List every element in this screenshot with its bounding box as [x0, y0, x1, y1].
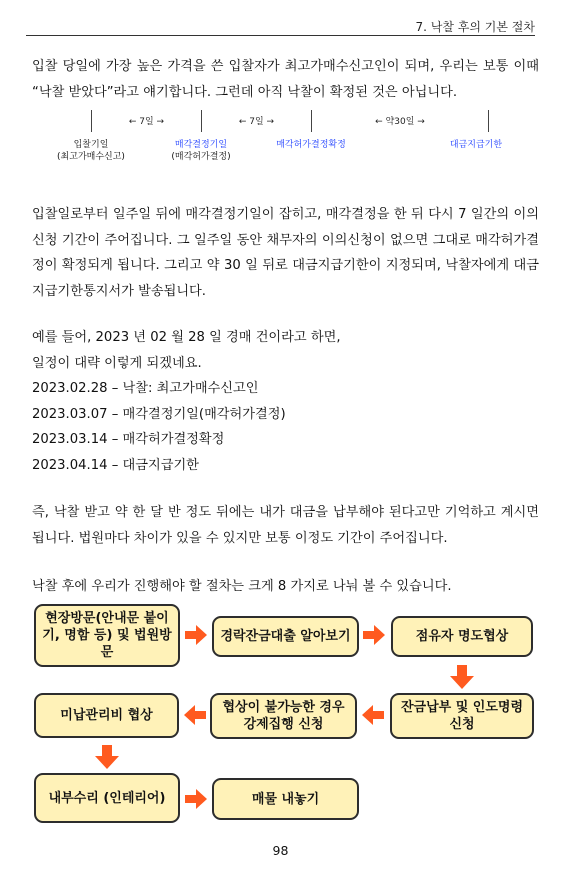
left-arrow-icon	[362, 704, 384, 726]
header-divider	[26, 35, 535, 36]
left-arrow-icon	[184, 704, 206, 726]
step-box: 내부수리 (인테리어)	[34, 773, 180, 823]
intro-paragraph: 입찰 당일에 가장 높은 가격을 쓴 입찰자가 최고가매수신고인이 되며, 우리는 보통 이때 “낙찰 받았다”라고 얘기합니다. 그런데 아직 낙찰이 확정된 것은 아닙니다.	[32, 59, 539, 100]
example-item: 2023.03.14 – 매각허가결정확정	[32, 432, 225, 447]
timeline-tick	[488, 110, 489, 132]
step-box: 현장방문(안내문 붙이기, 명함 등) 및 법원방문	[34, 604, 180, 667]
example-intro: 예를 들어, 2023 년 02 월 28 일 경매 건이라고 하면,	[32, 330, 341, 345]
right-arrow-icon	[185, 624, 207, 646]
example-item: 2023.02.28 – 낙찰: 최고가매수신고인	[32, 381, 259, 396]
timeline-interval: ← 7일 →	[128, 117, 165, 127]
header-title: 7. 낙찰 후의 기본 절차	[415, 20, 535, 34]
page-number: 98	[272, 843, 289, 858]
example-item: 2023.03.07 – 매각결정기일(매각허가결정)	[32, 406, 286, 422]
timeline-interval: ← 약30일 →	[375, 117, 425, 127]
timeline-label: 매각결정기일 (매각허가결정)	[171, 140, 231, 162]
down-arrow-icon	[95, 745, 119, 769]
timeline-label: 매각허가결정확정	[276, 140, 346, 150]
example-item: 2023.04.14 – 대금지급기한	[32, 457, 199, 473]
step-box: 점유자 명도협상	[391, 616, 533, 657]
step-box: 매물 내놓기	[212, 778, 359, 820]
step-box: 경락잔금대출 알아보기	[212, 616, 359, 657]
step-box: 미납관리비 협상	[34, 693, 179, 738]
step-box: 잔금납부 및 인도명령 신청	[390, 693, 534, 739]
example-intro: 일정이 대략 이렇게 되겠네요.	[32, 355, 202, 371]
step-box: 협상이 불가능한 경우 강제집행 신청	[210, 693, 357, 739]
timeline-label: 입찰기일 (최고가매수신고)	[57, 140, 125, 162]
steps-intro: 낙찰 후에 우리가 진행해야 할 절차는 크게 8 가지로 나눠 볼 수 있습니다.	[32, 579, 452, 594]
timeline-label: 대금지급기한	[449, 140, 503, 150]
summary-paragraph: 즉, 낙찰 받고 약 한 달 반 정도 뒤에는 내가 대금을 납부해야 된다고만 기억하고 계시면 됩니다. 법원마다 차이가 있을 수 있지만 보통 이정도 기간이 주어집니다.	[32, 505, 539, 546]
right-arrow-icon	[363, 624, 385, 646]
right-arrow-icon	[185, 788, 207, 810]
example-block	[32, 325, 539, 478]
timeline-interval: ← 7일 →	[238, 117, 275, 127]
explanation-paragraph: 입찰일로부터 일주일 뒤에 매각결정기일이 잡히고, 매각결정을 한 뒤 다시 7 일간의 이의신청 기간이 주어집니다. 그 일주일 동안 채무자의 이의신청이 없으면 그대로 매각허가결정이 확정되게 됩니다. 그리고 약 30 일 뒤로 대금지급기한이 지정되며, 낙찰자에게 대금지급기한통지서가 발송됩니다.	[32, 207, 539, 299]
down-arrow-icon	[450, 665, 474, 689]
